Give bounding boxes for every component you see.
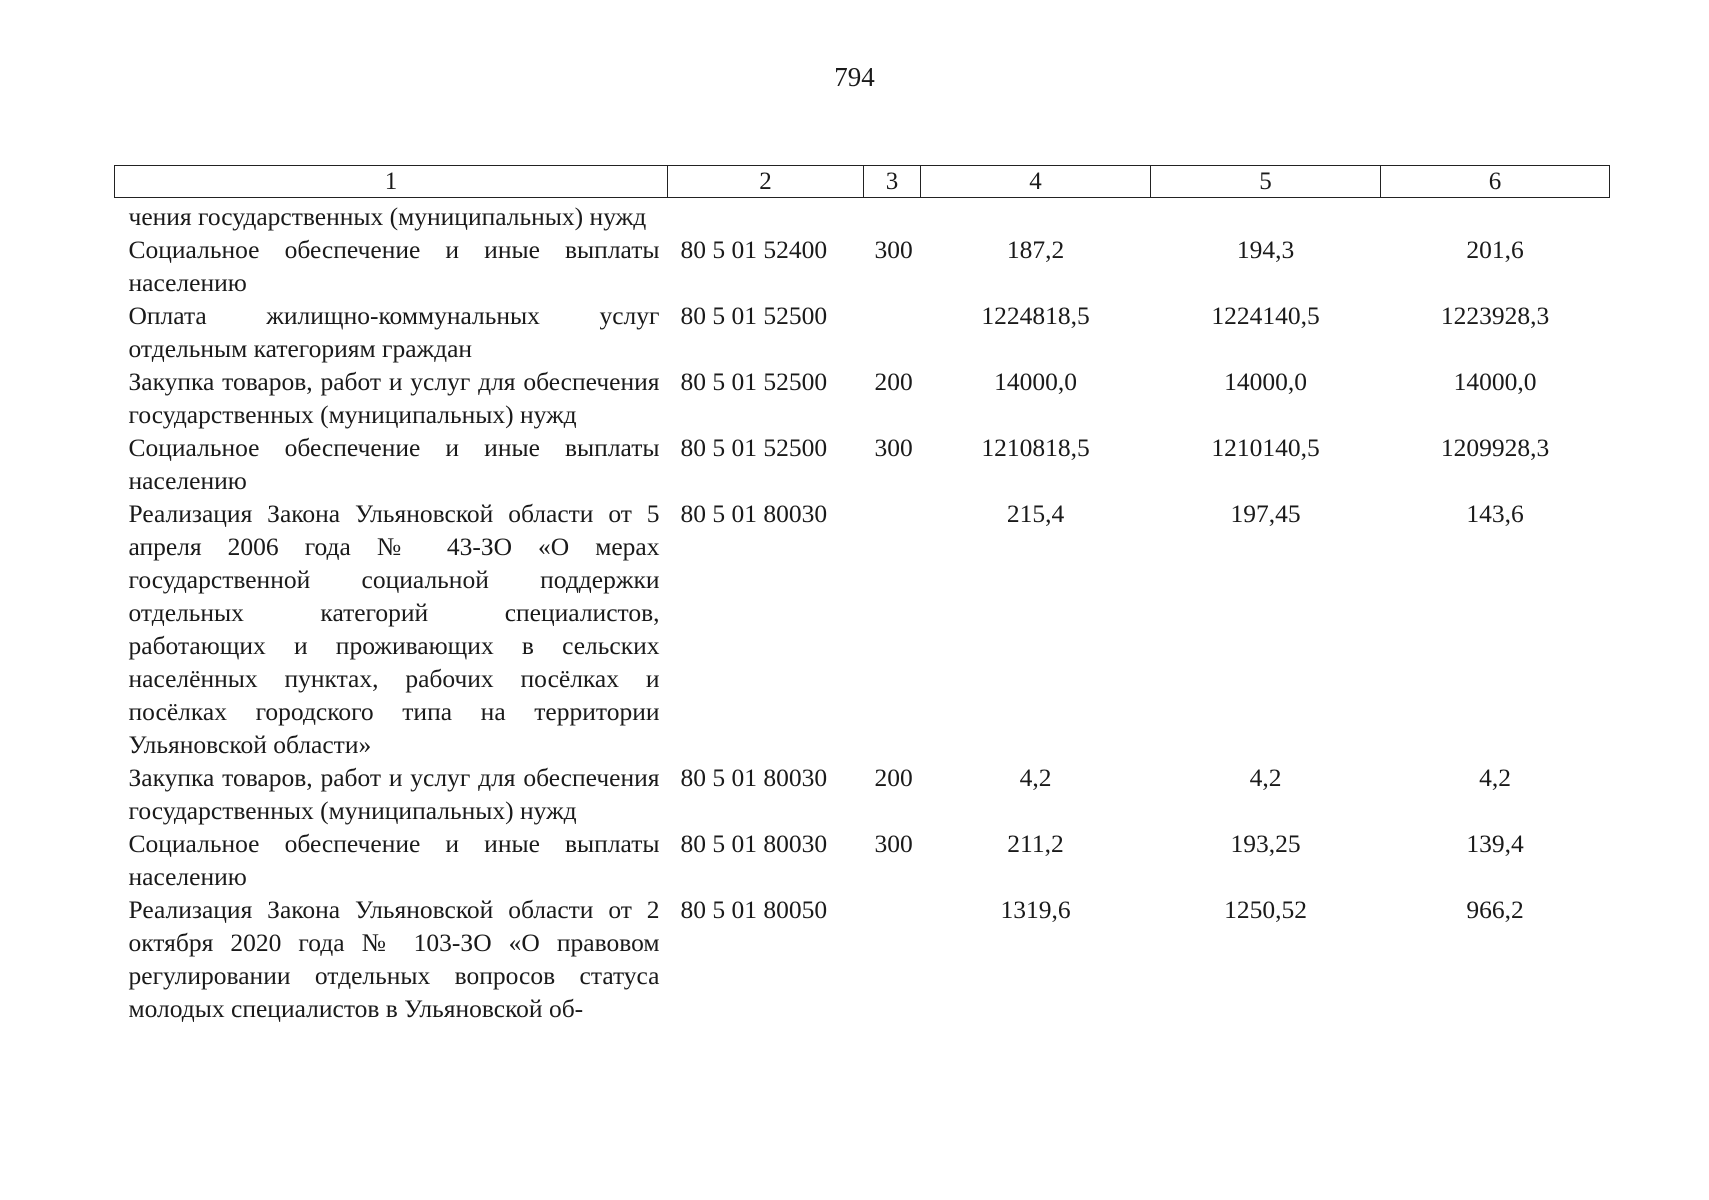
row-group [864,497,921,761]
row-name: Оплата жилищно-коммунальных услуг отдельным категориям граждан [128,301,660,363]
row-name: чения государственных (муниципальных) нужд [128,202,647,231]
row-group: 300 [874,235,913,264]
row-name: Реализация Закона Ульяновской области от 5 апреля 2006 года № 43-ЗО «О мерах государственной социальной поддержки отдельных категорий специалистов, работающих и проживающих в сельских населённых пунктах, рабочих посёлках и посёлках городского типа на территории Ульяновской области» [128,499,660,759]
row-value-4: 187,2 [1006,235,1065,264]
row-code: 80 5 01 52400 [680,235,828,264]
row-code: 80 5 01 80050 [680,895,828,924]
header-col-6: 6 [1381,166,1610,198]
table-row [115,827,1610,893]
table-row [115,431,1610,497]
row-value-4: 215,4 [1006,499,1065,528]
header-col-2: 2 [668,166,864,198]
row-code: 80 5 01 80030 [680,763,828,792]
row-code [668,198,864,234]
page-number: 794 [834,62,875,92]
header-col-3: 3 [864,166,921,198]
table-body [115,198,1610,1026]
row-value-6: 143,6 [1466,499,1524,528]
row-value-5: 14000,0 [1224,367,1307,396]
table-row [115,198,1610,234]
row-value-4: 4,2 [1019,763,1052,792]
table-row [115,365,1610,431]
row-value-4 [921,198,1151,234]
header-col-4: 4 [921,166,1151,198]
row-code: 80 5 01 80030 [680,829,828,858]
row-value-6 [1381,198,1610,234]
row-name: Реализация Закона Ульяновской области от 2 октября 2020 года № 103-ЗО «О правовом регулировании отдельных вопросов статуса молодых специалистов в Ульяновской об- [128,895,660,1023]
row-value-6: 4,2 [1479,763,1511,792]
row-code: 80 5 01 52500 [680,301,828,330]
row-value-5: 1224140,5 [1211,301,1320,330]
row-group [864,198,921,234]
row-value-5: 194,3 [1236,235,1295,264]
row-group [864,299,921,365]
row-value-4: 1210818,5 [981,433,1090,462]
row-value-6: 966,2 [1466,895,1524,924]
table-row [115,299,1610,365]
row-name: Социальное обеспечение и иные выплаты населению [128,433,660,495]
row-group: 300 [874,829,913,858]
table-row [115,893,1610,1025]
row-value-4: 1224818,5 [981,301,1090,330]
row-name: Закупка товаров, работ и услуг для обеспечения государственных (муниципальных) нужд [128,763,660,825]
row-value-6: 1209928,3 [1440,433,1550,462]
header-col-5: 5 [1151,166,1381,198]
row-code: 80 5 01 80030 [680,499,828,528]
table-header [115,166,1610,198]
row-value-5: 4,2 [1249,763,1282,792]
row-group [864,893,921,1025]
header-col-1: 1 [115,166,668,198]
row-value-4: 14000,0 [994,367,1077,396]
row-code: 80 5 01 52500 [680,367,828,396]
row-code: 80 5 01 52500 [680,433,828,462]
row-value-6: 201,6 [1466,235,1524,264]
header-row [115,166,1610,198]
row-value-6: 139,4 [1466,829,1524,858]
row-name: Социальное обеспечение и иные выплаты населению [128,829,660,891]
row-group: 200 [874,763,913,792]
row-value-5: 1250,52 [1224,895,1307,924]
row-value-5 [1151,198,1381,234]
row-value-4: 1319,6 [1000,895,1071,924]
row-value-6: 1223928,3 [1440,301,1550,330]
table-row [115,233,1610,299]
row-name: Закупка товаров, работ и услуг для обеспечения государственных (муниципальных) нужд [128,367,660,429]
row-value-6: 14000,0 [1453,367,1537,396]
row-value-4: 211,2 [1007,829,1064,858]
row-value-5: 193,25 [1230,829,1301,858]
table-row [115,761,1610,827]
table-row [115,497,1610,761]
row-group: 300 [874,433,913,462]
row-name: Социальное обеспечение и иные выплаты населению [128,235,660,297]
budget-table [114,165,1610,1025]
row-group: 200 [874,367,913,396]
row-value-5: 197,45 [1230,499,1301,528]
row-value-5: 1210140,5 [1211,433,1320,462]
